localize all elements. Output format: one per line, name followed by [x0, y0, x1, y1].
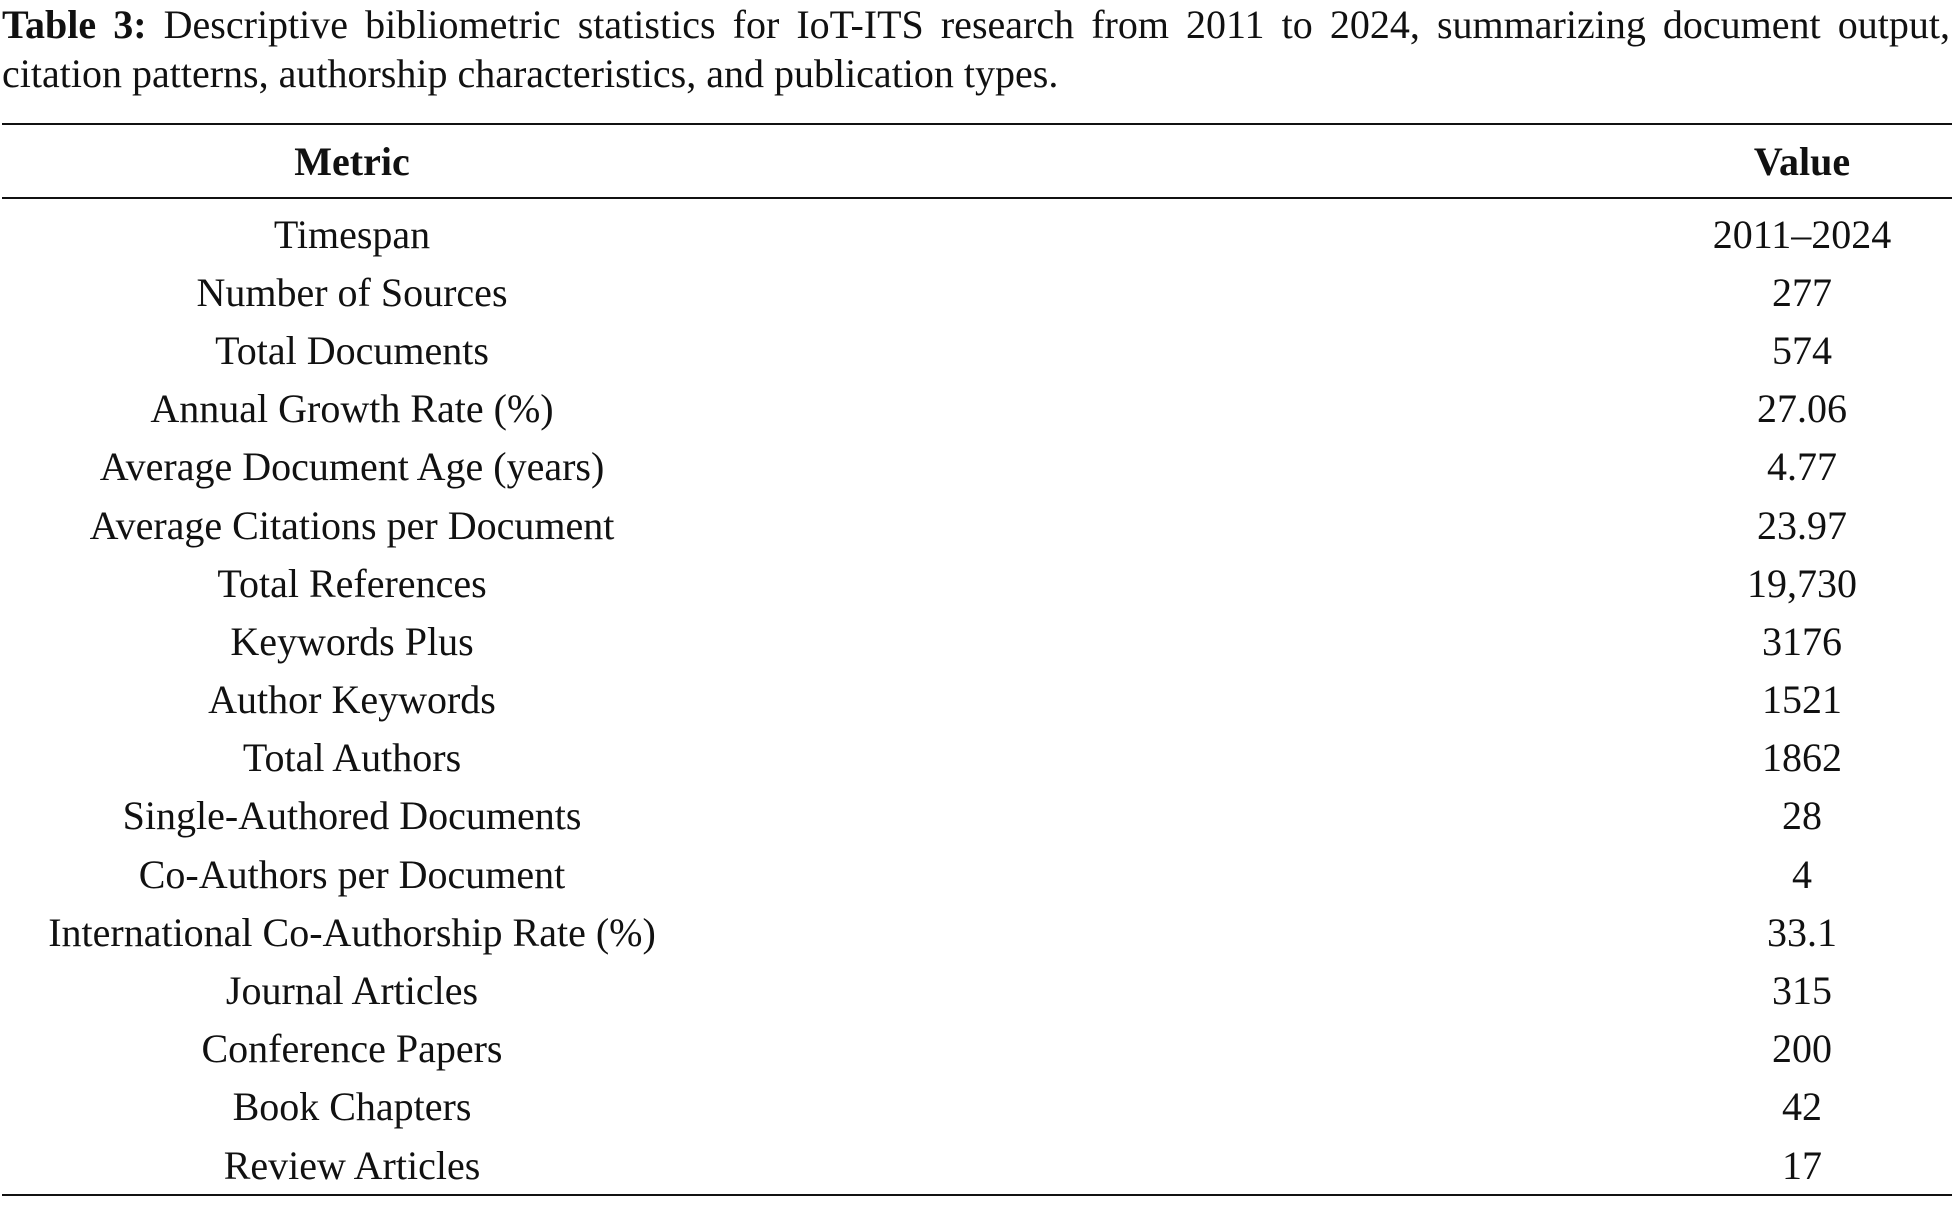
value-cell: 200 — [1772, 1026, 1832, 1072]
spacer-cell — [702, 380, 1652, 438]
table-row — [2, 961, 1952, 1019]
value-cell: 1521 — [1762, 677, 1842, 723]
table-row — [2, 198, 1952, 263]
metric-cell: Number of Sources — [196, 269, 508, 315]
value-cell: 2011–2024 — [1712, 211, 1892, 257]
metric-cell: International Co-Authorship Rate (%) — [48, 909, 656, 955]
spacer-cell — [702, 903, 1652, 961]
table-row — [2, 554, 1952, 612]
value-cell: 4.77 — [1767, 444, 1837, 490]
metric-cell: Single-Authored Documents — [122, 793, 582, 839]
value-cell: 315 — [1772, 968, 1832, 1014]
metric-cell: Co-Authors per Document — [138, 851, 566, 897]
value-cell: 3176 — [1762, 618, 1842, 664]
table-row — [2, 1136, 1952, 1195]
table-row — [2, 380, 1952, 438]
spacer-cell — [702, 263, 1652, 321]
header-value: Value — [1652, 124, 1952, 198]
table-row — [2, 496, 1952, 554]
header-spacer — [702, 124, 1652, 198]
spacer-cell — [702, 671, 1652, 729]
caption-label: Table 3: — [2, 2, 147, 47]
spacer-cell — [702, 554, 1652, 612]
metric-cell: Total Authors — [242, 735, 462, 781]
table-row — [2, 845, 1952, 903]
metric-cell: Total Documents — [215, 327, 489, 373]
table-row — [2, 729, 1952, 787]
spacer-cell — [702, 1136, 1652, 1195]
header-metric: Metric — [2, 124, 702, 198]
spacer-cell — [702, 496, 1652, 554]
table-row — [2, 438, 1952, 496]
spacer-cell — [702, 845, 1652, 903]
value-cell: 27.06 — [1757, 386, 1847, 432]
metric-cell: Average Document Age (years) — [99, 444, 605, 490]
metric-cell: Total References — [217, 560, 487, 606]
spacer-cell — [702, 1078, 1652, 1136]
metric-cell: Journal Articles — [225, 968, 479, 1014]
metric-cell: Author Keywords — [208, 677, 496, 723]
statistics-table-container — [2, 123, 1952, 1196]
spacer-cell — [702, 321, 1652, 379]
value-cell: 277 — [1772, 269, 1832, 315]
spacer-cell — [702, 961, 1652, 1019]
table-row — [2, 321, 1952, 379]
header-row — [2, 124, 1952, 198]
table-caption — [2, 0, 1950, 98]
table-row — [2, 263, 1952, 321]
spacer-cell — [702, 612, 1652, 670]
table-row — [2, 1020, 1952, 1078]
value-cell: 19,730 — [1747, 560, 1857, 606]
table-row — [2, 787, 1952, 845]
value-cell: 42 — [1782, 1084, 1822, 1130]
metric-cell: Timespan — [273, 211, 431, 257]
value-cell: 1862 — [1762, 735, 1842, 781]
spacer-cell — [702, 787, 1652, 845]
table-row — [2, 1078, 1952, 1136]
metric-cell: Keywords Plus — [230, 618, 474, 664]
value-cell: 33.1 — [1767, 909, 1837, 955]
value-cell: 23.97 — [1757, 502, 1847, 548]
metric-cell: Review Articles — [2, 1136, 702, 1195]
table-header — [2, 124, 1952, 198]
table-row — [2, 671, 1952, 729]
value-cell: 4 — [1792, 851, 1812, 897]
metric-cell: Average Citations per Document — [89, 502, 615, 548]
statistics-table — [2, 123, 1952, 1196]
table-row — [2, 903, 1952, 961]
value-cell: 17 — [1652, 1136, 1952, 1195]
spacer-cell — [702, 198, 1652, 263]
spacer-cell — [702, 438, 1652, 496]
metric-cell: Conference Papers — [201, 1026, 503, 1072]
table-row — [2, 612, 1952, 670]
metric-cell: Annual Growth Rate (%) — [150, 386, 554, 432]
metric-cell: Book Chapters — [232, 1084, 472, 1130]
caption-text: Descriptive bibliometric statistics for IoT-ITS research from 2011 to 2024, summarizing document output, citation patterns, authorship characteristics, and publication types. — [2, 2, 1950, 96]
value-cell: 28 — [1782, 793, 1822, 839]
table-body — [2, 198, 1952, 1195]
spacer-cell — [702, 729, 1652, 787]
value-cell: 574 — [1772, 327, 1832, 373]
spacer-cell — [702, 1020, 1652, 1078]
